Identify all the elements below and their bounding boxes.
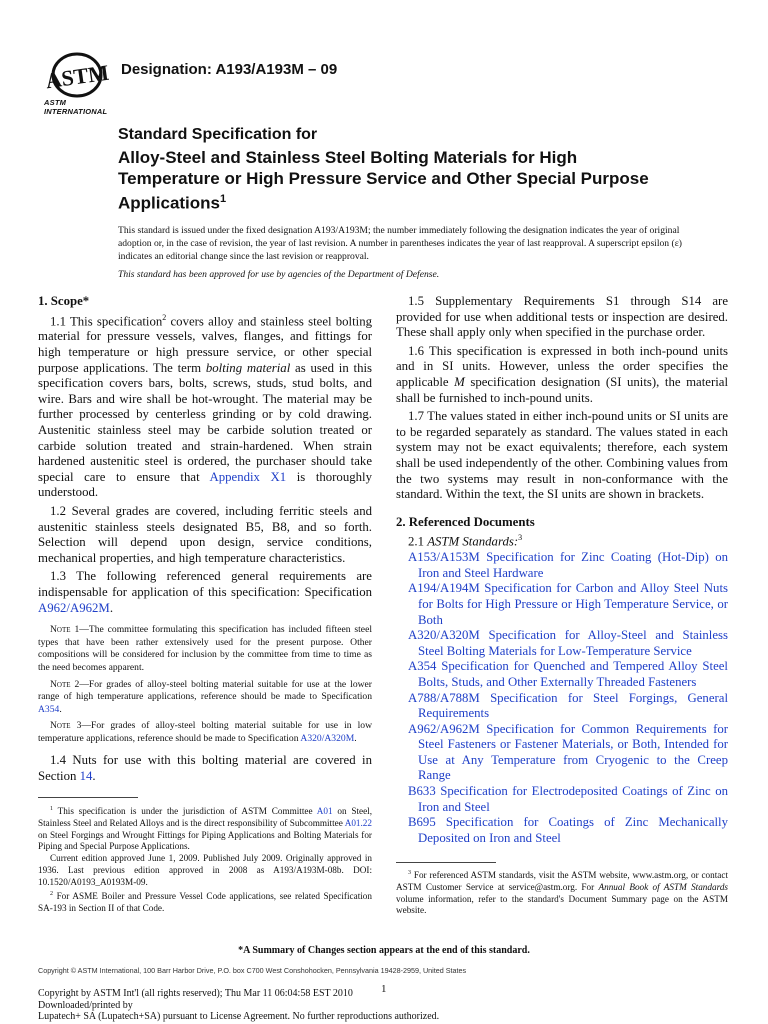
issued-statement: This standard is issued under the fixed designation A193/A193M; the number immediately following the designation indicates the year of original adoption or, in the case of revision, the year of last revision. A number in parentheses indicates the year of last reapproval. A superscript epsilon (ε) indicates an editorial change since the last revision or reapproval. [118,225,682,262]
left-column [38,294,372,785]
referenced-standard-item [396,815,728,846]
document-title [118,126,678,214]
download-line-1: Copyright by ASTM Int'l (all rights reserved); Thu Mar 11 06:04:58 EST 2010 [38,988,353,999]
referenced-standard-item [396,784,728,815]
preamble [118,224,690,286]
standard-code-link[interactable]: A194/A194M [408,581,480,596]
para-1-1: 1.1 This specification$^2$ covers alloy and stainless steel bolting material for pressure vessels, valves, flanges, and fittings for high temperature or high pressure service, or other special purpose applications. The term bolting material as used in this specification covers bars, bolts, screws, studs, stud bolts, and wire. Bars and wire shall be hot-wrought. The material may be further processed by centerless grinding or by cold drawing. Austenitic stainless steel may be carbide solution treated or carbide solution treated and strain-hardened. When strain hardened austenitic steel is ordered, the purchaser should take special care to ensure that Appendix X1 is thoroughly understood. [38,312,373,500]
svg-text:ASTM: ASTM [44,59,111,94]
note-3: Note 3—For grades of alloy-steel bolting material suitable for use in low temperature applications, reference should be made to Specification A320/A320M. [38,720,372,744]
referenced-standard-item [396,659,728,690]
logo-caption: ASTM INTERNATIONAL [44,98,108,116]
footnote-rule-left [38,797,138,798]
para-1-4: 1.4 Nuts for use with this bolting material are covered in Section 14. [38,753,372,784]
footnote-2: $^2$ For ASME Boiler and Pressure Vessel Code applications, see related Specification SA-193 in Section II of that Code. [38,890,372,913]
note-2: Note 2—For grades of alloy-steel bolting material suitable for use at the lower range of high temperature applications, reference should be made to Specification A354. [38,678,372,715]
standard-code-link[interactable]: A354 [408,659,437,674]
standard-code-link[interactable]: A153/A153M [408,550,480,565]
standard-title-link[interactable]: Specification for Steel Forgings, General Requirements [418,690,729,721]
dod-statement: This standard has been approved for use by agencies of the Department of Defense. [118,269,440,280]
referenced-standards-list [396,550,728,846]
download-notice [38,988,439,1023]
a962-link[interactable]: A962/A962M [38,600,110,615]
appendix-x1-link[interactable]: Appendix X1 [209,469,287,484]
para-1-3: 1.3 The following referenced general requirements are indispensable for application of this specification: Specification A962/A962M. [38,569,372,615]
referenced-standard-item [396,581,728,628]
a354-link[interactable]: A354 [38,703,60,715]
referenced-standard-item [396,722,728,784]
standard-code-link[interactable]: A962/A962M [408,721,480,736]
section-1-heading: 1. Scope* [38,294,90,308]
download-line-2: Downloaded/printed by [38,999,133,1011]
para-1-6: 1.6 This specification is expressed in both inch-pound units and in SI units. However, unless the order specifies the applicable M specification designation (SI units), the material shall be furnished to inch-pound units. [396,343,729,405]
footnotes-right [396,868,728,917]
standard-title-link[interactable]: Specification for Alloy-Steel and Stainless Steel Bolting Materials for Low-Temperature Service [418,628,728,658]
standard-code-link[interactable]: A788/A788M [408,690,480,705]
title-line-2: Alloy-Steel and Stainless Steel Bolting Materials for High Temperature or High Pressure Service and Other Special Purpose Applications$^1$ [118,148,649,213]
download-line-3: Lupatech+ SA (Lupatech+SA) pursuant to License Agreement. No further reproductions authorized. [38,1011,440,1022]
standard-title-link[interactable]: Specification for Quenched and Tempered Alloy Steel Bolts, Studs, and Other Externally Threaded Fasteners [418,659,728,689]
footnote-rule-right [396,862,496,863]
a01-22-link[interactable]: A01.22 [344,817,372,828]
copyright-line: Copyright © ASTM International, 100 Barr Harbor Drive, P.O. box C700 West Conshohocken, Pennsylvania 19428-2959, United States [38,966,467,975]
referenced-standard-item [396,628,728,659]
standard-code-link[interactable]: B695 [408,815,436,830]
para-1-5: 1.5 Supplementary Requirements S1 through S14 are provided for use when additional tests or inspection are desired. These shall apply only when specified in the purchase order. [396,294,728,340]
referenced-standard-item [396,691,728,722]
title-line-1: Standard Specification for [118,126,318,143]
footnotes-left [38,804,372,914]
note-1: Note 1—The committee formulating this specification has included fifteen steel types that have been rather extensively used for the present purpose. Other compositions will be considered for inclusion by the committee from time to time as the need becomes apparent. [38,624,372,673]
section-14-link[interactable]: 14 [79,769,93,784]
footnote-1: $^1$ This specification is under the jurisdiction of ASTM Committee A01 on Steel, Stainless Steel and Related Alloys and is the direct responsibility of Subcommittee A01.22 on Steel Forgings and Wrought Fittings for Piping Applications and Bolting Materials for Piping and Special Purpose Applications. [38,806,372,852]
a320-link[interactable]: A320/A320M [300,732,355,744]
right-column [396,294,728,846]
section-2-heading: 2. Referenced Documents [396,514,535,529]
standard-code-link[interactable]: B633 [408,784,436,799]
designation: Designation: A193/A193M – 09 [121,61,338,78]
para-1-2: 1.2 Several grades are covered, including ferritic steels and austenitic stainless steels designated B5, B8, and so forth. Selection will depend upon design, service conditions, mechanical properties, and high temperature characteristics. [38,503,372,565]
standard-title-link[interactable]: Specification for Carbon and Alloy Steel Nuts for Bolts for High Pressure or High Temperature Service, or Both [418,581,728,627]
standard-code-link[interactable]: A320/A320M [408,628,480,643]
footnote-3: $^3$ For referenced ASTM standards, visit the ASTM website, www.astm.org, or contact ASTM Customer Service at service@astm.org. For Annual Book of ASTM Standards volume information, refer to the standard's Document Summary page on the ASTM website. [396,870,728,916]
referenced-standard-item [396,550,728,581]
page-number: 1 [381,983,387,995]
standard-title-link[interactable]: Specification for Common Requirements for Steel Fasteners or Fastener Materials, or Both, Intended for Use at Any Temperature from Cryogenic to the Creep Range [418,721,728,783]
standard-title-link[interactable]: Specification for Electrodeposited Coatings of Zinc on Iron and Steel [418,784,728,814]
para-1-7: 1.7 The values stated in either inch-pound units or SI units are to be regarded separately as standard. The values stated in each system may not be exact equivalents; therefore, each system shall be used independently of the other. Combining values from the two systems may result in non-conformance with the standard. Within the text, the SI units are shown in brackets. [396,409,728,502]
summary-of-changes-note: *A Summary of Changes section appears at the end of this standard. [238,945,530,956]
a01-link[interactable]: A01 [316,806,333,817]
standard-title-link[interactable]: Specification for Zinc Coating (Hot-Dip) on Iron and Steel Hardware [418,550,728,580]
standard-title-link[interactable]: Specification for Coatings of Zinc Mechanically Deposited on Iron and Steel [418,815,729,845]
footnote-1-edition: Current edition approved June 1, 2009. Published July 2009. Originally approved in 1936. Last previous edition approved in 2008 as A193/A193M-08b. DOI: 10.1520/A0193_A0193M-09. [38,853,372,887]
astm-standards-label: 2.1 ASTM Standards:$^3$ [408,533,523,549]
